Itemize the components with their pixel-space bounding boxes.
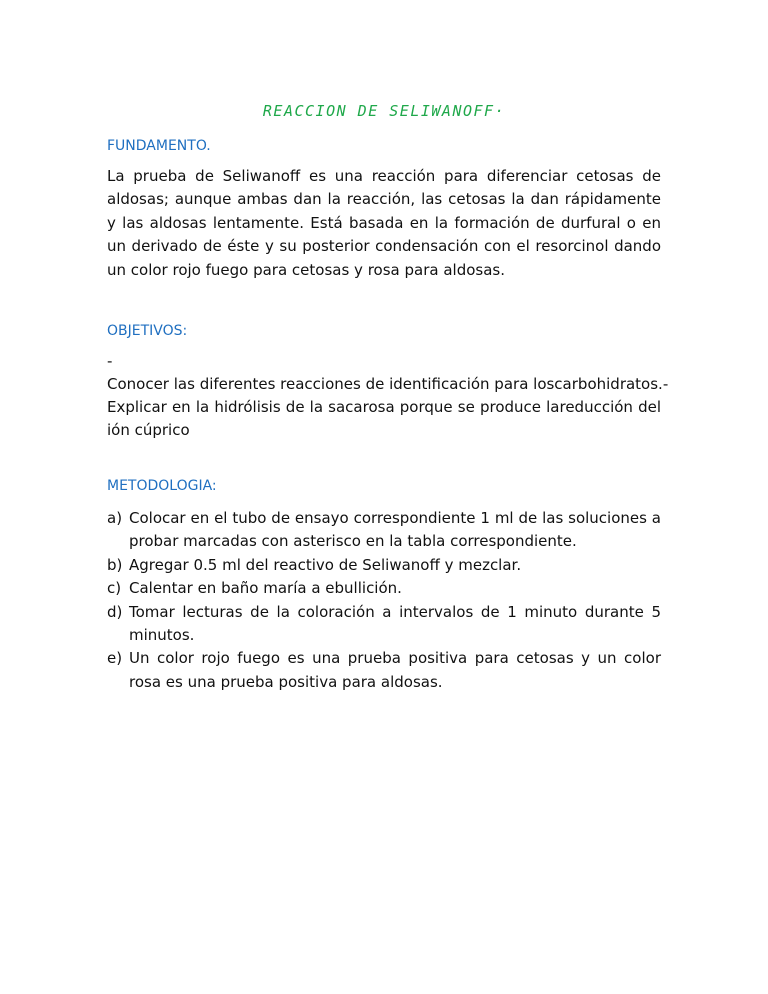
list-item: [107, 577, 661, 600]
objetivos-dash: -: [107, 352, 113, 370]
section-heading-objetivos: OBJETIVOS:: [107, 323, 188, 339]
section-heading-metodologia: METODOLOGIA:: [107, 478, 217, 494]
list-marker: b): [107, 555, 123, 574]
fundamento-paragraph: La prueba de Seliwanoff es una reacción para diferenciar cetosas de aldosas; aunque ambas dan la reacción, las cetosas la dan rápidamente y las aldosas lentamente. Está basada en la formación de durfural o en un derivado de éste y su posterior condensación con el resorcinol dando un color rojo fuego para cetosas y rosa para aldosas.: [107, 167, 661, 279]
document-title: REACCION DE SELIWANOFF·: [262, 102, 506, 120]
metodologia-steps-list: [107, 507, 661, 694]
list-item: [107, 507, 661, 554]
list-item-text: Tomar lecturas de la coloración a intervalos de 1 minuto durante 5 minutos.: [129, 602, 661, 645]
list-item: [107, 601, 661, 648]
list-marker: d): [107, 602, 123, 621]
list-marker: a): [107, 509, 123, 527]
list-item: [107, 554, 661, 577]
list-marker: c): [107, 579, 122, 598]
objetivo-line-1: Conocer las diferentes reacciones de identificación para loscarbohidratos.-: [107, 375, 669, 393]
list-item-text: Calentar en baño maría a ebullición.: [129, 579, 402, 598]
list-item-text: Un color rojo fuego es una prueba positiva para cetosas y un color rosa es una prueba positiva para aldosas.: [129, 649, 661, 691]
list-item: [107, 647, 661, 694]
list-item-text: Agregar 0.5 ml del reactivo de Seliwanoff y mezclar.: [129, 555, 522, 574]
list-item-text: Colocar en el tubo de ensayo correspondiente 1 ml de las soluciones a probar marcadas con asterisco en la tabla correspondiente.: [129, 509, 661, 551]
list-marker: e): [107, 649, 123, 668]
objetivo-line-2: Explicar en la hidrólisis de la sacarosa porque se produce lareducción del: [107, 398, 661, 416]
objetivo-line-3: ión cúprico: [107, 421, 190, 439]
section-heading-fundamento: FUNDAMENTO.: [107, 138, 211, 154]
